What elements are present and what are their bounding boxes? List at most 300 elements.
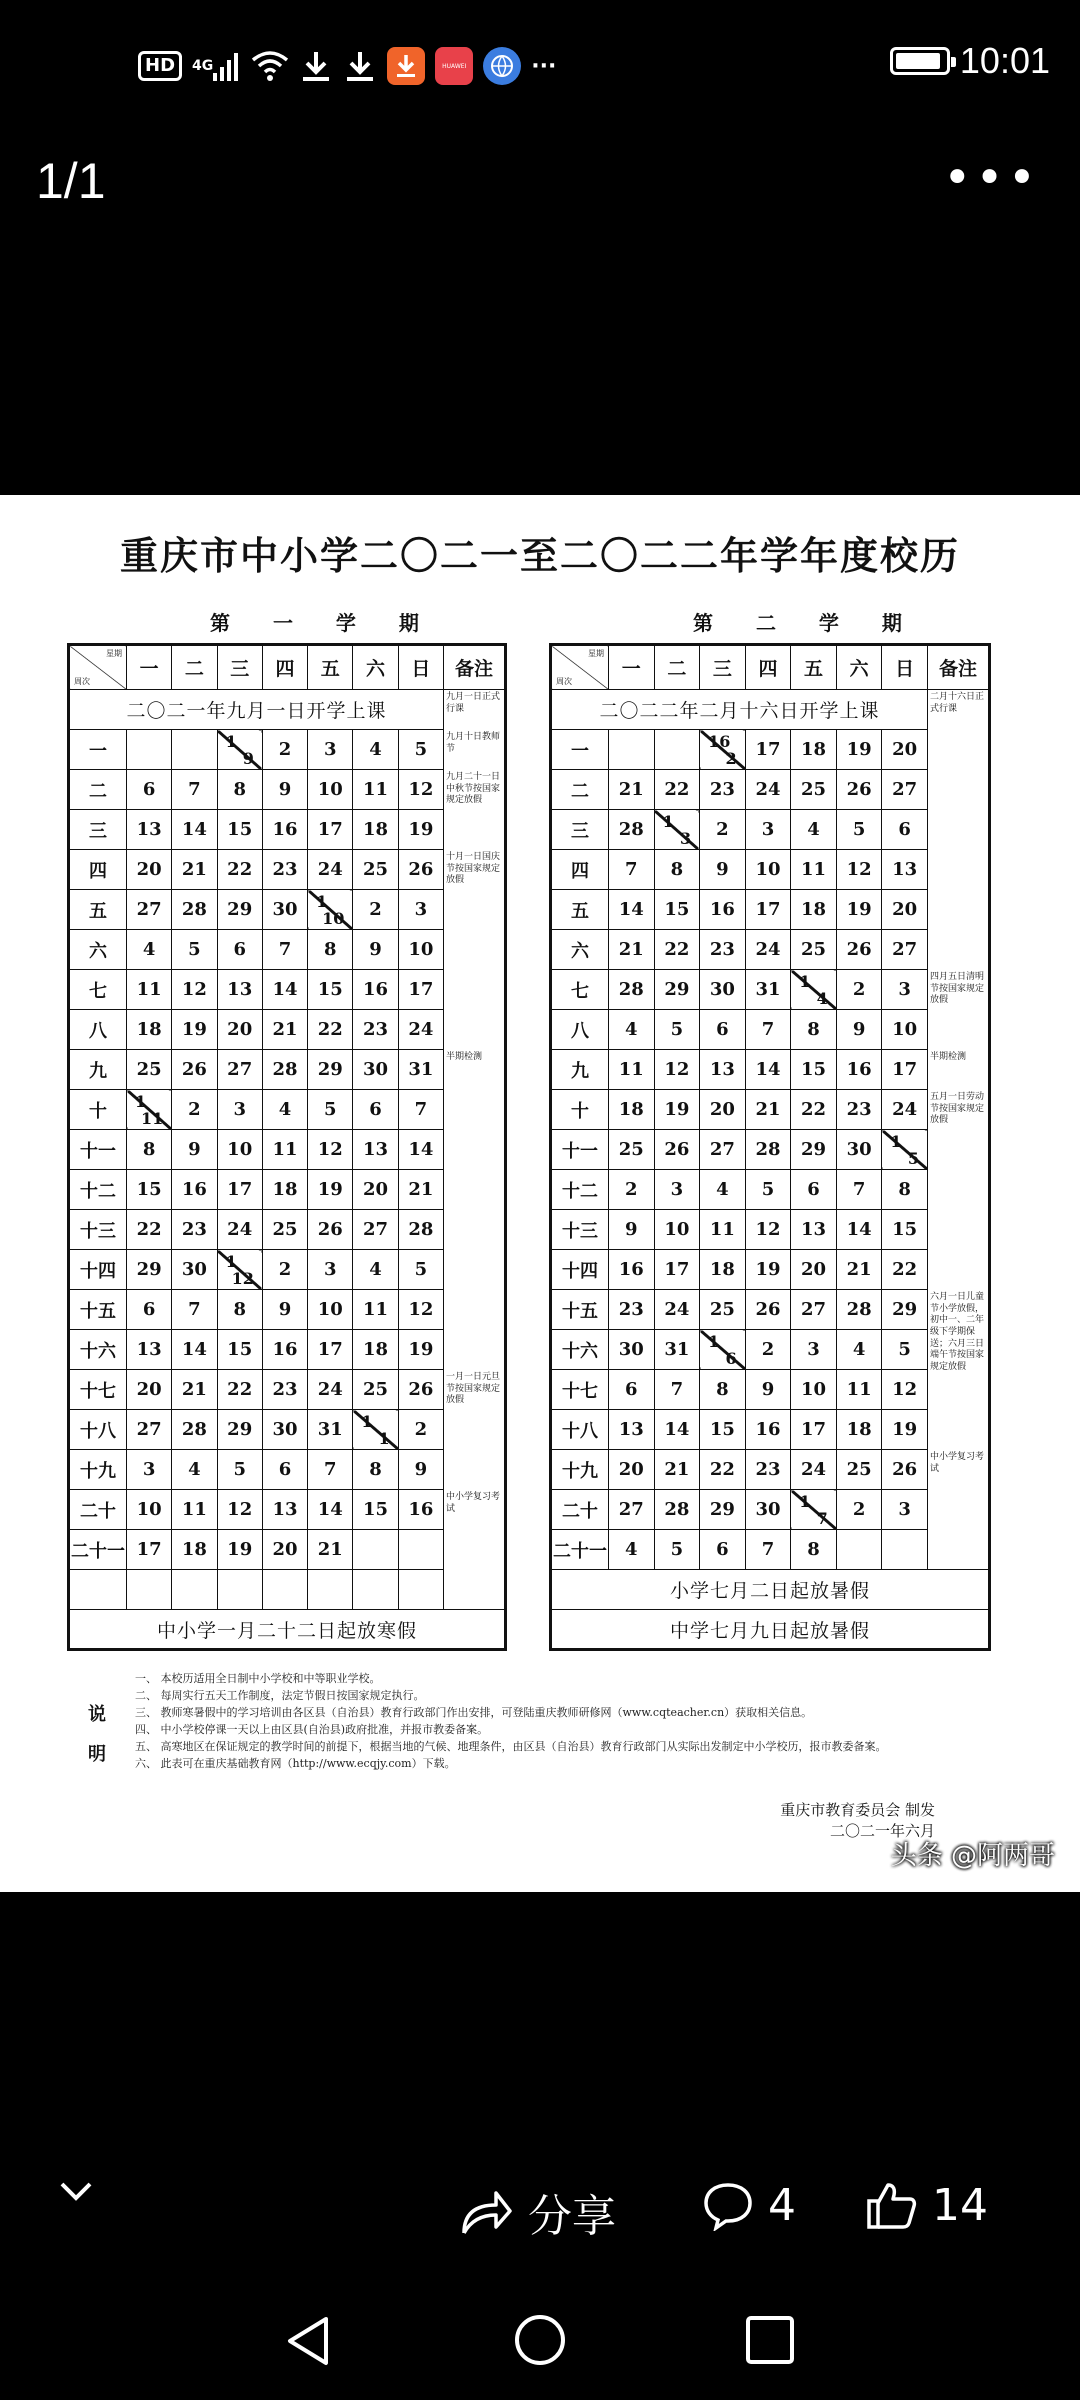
date-cell: 3: [308, 730, 353, 770]
date-cell: 19: [654, 1090, 700, 1130]
comment-icon: [702, 2181, 754, 2231]
date-cell: 5: [745, 1170, 791, 1210]
explain-label-1: 说: [88, 1704, 106, 1725]
date-cell: 2: [700, 810, 746, 850]
huawei-app-label: HUAWEI: [442, 62, 467, 70]
date-cell: 24: [398, 1010, 443, 1050]
date-cell: 17: [308, 1330, 353, 1370]
date-cell: 16: [172, 1170, 217, 1210]
note-text: 中小学复习考试: [930, 1452, 985, 1474]
weekday-header: 二: [172, 645, 217, 690]
date-cell: 13: [882, 850, 928, 890]
date-cell: 4: [609, 1010, 655, 1050]
week-number: 十五: [69, 1290, 127, 1330]
share-icon: [460, 2187, 514, 2237]
collapse-button[interactable]: [56, 2176, 96, 2210]
weekday-header: 六: [836, 645, 882, 690]
date-cell: 22: [791, 1090, 837, 1130]
date-cell: 11: [353, 1290, 398, 1330]
date-cell: 28: [836, 1290, 882, 1330]
weekday-header: 二: [654, 645, 700, 690]
note-header: 备注: [928, 645, 990, 690]
notes-column: [444, 690, 506, 1610]
date-cell: 14: [172, 1330, 217, 1370]
date-cell: 6: [127, 1290, 172, 1330]
date-cell: 10: [882, 1010, 928, 1050]
date-cell: 24: [654, 1290, 700, 1330]
date-cell: 23: [172, 1210, 217, 1250]
week-number: 二十: [551, 1490, 609, 1530]
date-cell: 4: [353, 1250, 398, 1290]
weekday-header: 四: [262, 645, 307, 690]
date-cell: 21: [398, 1170, 443, 1210]
end-banner: 小学七月二日起放暑假: [551, 1570, 990, 1610]
date-cell: 28: [262, 1050, 307, 1090]
date-cell: 5: [882, 1330, 928, 1370]
date-cell: 23: [745, 1450, 791, 1490]
week-number: 十九: [551, 1450, 609, 1490]
note-text: 六月一日儿童节小学放假，初中一、二年级下学期保送；六月三日端午节按国家规定放假: [930, 1292, 985, 1373]
date-cell: 17: [127, 1530, 172, 1570]
download-icon: [299, 49, 333, 83]
calendar-image[interactable]: [0, 495, 1080, 1892]
week-row: [69, 1450, 506, 1490]
date-cell: 14: [172, 810, 217, 850]
date-cell: 31: [308, 1410, 353, 1450]
week-row: [69, 1050, 506, 1090]
date-cell: 3: [882, 1490, 928, 1530]
status-icons-left: [138, 44, 556, 88]
date-cell: 15: [791, 1050, 837, 1090]
date-cell: 24: [882, 1090, 928, 1130]
week-number: [69, 1570, 127, 1610]
explain-line: 四、 中小学校停课一天以上由区县(自治县)政府批准，并报市教委备案。: [135, 1723, 489, 1737]
date-cell: 29: [217, 1410, 262, 1450]
date-cell: 15: [127, 1170, 172, 1210]
week-number: 二: [69, 770, 127, 810]
date-cell: 5: [398, 730, 443, 770]
date-cell: 9: [836, 1010, 882, 1050]
date-cell: 27: [353, 1210, 398, 1250]
date-cell: 6: [353, 1090, 398, 1130]
date-cell: 8: [353, 1450, 398, 1490]
week-row: [69, 1170, 506, 1210]
week-number: 八: [69, 1010, 127, 1050]
date-cell: 9: [609, 1210, 655, 1250]
weekday-header: 一: [609, 645, 655, 690]
date-cell: 24: [308, 850, 353, 890]
date-cell: 10: [398, 930, 443, 970]
date-cell: 23: [353, 1010, 398, 1050]
date-cell: 12: [745, 1210, 791, 1250]
clock: 10:01: [959, 40, 1050, 81]
week-row: [551, 1250, 990, 1290]
huawei-app-icon: [435, 47, 473, 85]
date-cell: 26: [172, 1050, 217, 1090]
week-number: 十一: [69, 1130, 127, 1170]
date-cell: 29: [882, 1290, 928, 1330]
date-cell: 12: [836, 850, 882, 890]
date-cell: 13: [127, 1330, 172, 1370]
issuer: 重庆市教育委员会 制发: [780, 1801, 935, 1819]
date-cell: 6: [791, 1170, 837, 1210]
like-button[interactable]: [866, 2180, 988, 2231]
date-cell: 9: [745, 1370, 791, 1410]
term2-calendar-table: [549, 643, 991, 1651]
date-cell: 6: [700, 1530, 746, 1570]
date-cell: 17: [654, 1250, 700, 1290]
week-row: [69, 1250, 506, 1290]
note-text: 半期检测: [446, 1052, 483, 1062]
date-cell: 30: [353, 1050, 398, 1090]
week-row: [69, 970, 506, 1010]
date-cell: 2: [836, 1490, 882, 1530]
week-number: 一: [69, 730, 127, 770]
date-cell: 9: [172, 1130, 217, 1170]
date-cell: [127, 1570, 172, 1610]
date-cell: 1 6: [700, 1330, 746, 1370]
date-cell: 10: [654, 1210, 700, 1250]
date-cell: 6: [127, 770, 172, 810]
date-cell: 7: [654, 1370, 700, 1410]
week-number: 十六: [69, 1330, 127, 1370]
week-number: 十八: [69, 1410, 127, 1450]
corner-cell: 星期 周次: [551, 645, 609, 690]
week-row: [69, 1090, 506, 1130]
date-cell: 11: [353, 770, 398, 810]
date-cell: 1 11: [127, 1090, 172, 1130]
week-number: 二十一: [69, 1530, 127, 1570]
date-cell: 5: [654, 1530, 700, 1570]
date-cell: 14: [609, 890, 655, 930]
date-cell: 18: [353, 1330, 398, 1370]
date-cell: 18: [700, 1250, 746, 1290]
date-cell: 26: [745, 1290, 791, 1330]
date-cell: 12: [654, 1050, 700, 1090]
date-cell: 12: [217, 1490, 262, 1530]
week-number: 十二: [551, 1170, 609, 1210]
date-cell: 20: [791, 1250, 837, 1290]
date-cell: 29: [654, 970, 700, 1010]
browser-app-icon: [483, 47, 521, 85]
document-title: 重庆市中小学二〇二一至二〇二二年学年度校历: [119, 533, 960, 578]
date-cell: 21: [308, 1530, 353, 1570]
share-button[interactable]: [460, 2180, 616, 2244]
date-cell: 8: [882, 1170, 928, 1210]
date-cell: 17: [308, 810, 353, 850]
week-row: [551, 1010, 990, 1050]
date-cell: 7: [172, 1290, 217, 1330]
date-cell: 7: [836, 1170, 882, 1210]
week-number: 十三: [551, 1210, 609, 1250]
note-text: 四月五日清明节按国家规定放假: [930, 972, 985, 1006]
date-cell: 11: [836, 1370, 882, 1410]
date-cell: 26: [882, 1450, 928, 1490]
week-number: 二十一: [551, 1530, 609, 1570]
date-cell: 26: [308, 1210, 353, 1250]
date-cell: 1 7: [791, 1490, 837, 1530]
date-cell: 3: [791, 1330, 837, 1370]
date-cell: 14: [308, 1490, 353, 1530]
date-cell: 16: [745, 1410, 791, 1450]
date-cell: 21: [745, 1090, 791, 1130]
date-cell: 18: [836, 1410, 882, 1450]
date-cell: [172, 730, 217, 770]
weekday-header: 四: [745, 645, 791, 690]
date-cell: 17: [791, 1410, 837, 1450]
date-cell: 9: [353, 930, 398, 970]
date-cell: 29: [308, 1050, 353, 1090]
date-cell: 12: [398, 770, 443, 810]
date-cell: 3: [398, 890, 443, 930]
date-cell: 25: [353, 850, 398, 890]
date-cell: 23: [609, 1290, 655, 1330]
date-cell: 8: [700, 1370, 746, 1410]
date-cell: 13: [700, 1050, 746, 1090]
date-cell: 20: [353, 1170, 398, 1210]
date-cell: 25: [791, 930, 837, 970]
week-number: 十九: [69, 1450, 127, 1490]
week-row: [551, 1090, 990, 1130]
date-cell: [398, 1530, 443, 1570]
recents-icon[interactable]: [744, 2314, 796, 2366]
date-cell: 30: [700, 970, 746, 1010]
date-cell: 25: [791, 770, 837, 810]
note-text: 一月一日元旦节按国家规定放假: [446, 1372, 501, 1406]
date-cell: 4: [353, 730, 398, 770]
date-cell: 3: [882, 970, 928, 1010]
weekday-header: 三: [700, 645, 746, 690]
back-icon[interactable]: [282, 2313, 336, 2369]
date-cell: 7: [308, 1450, 353, 1490]
date-cell: 15: [217, 1330, 262, 1370]
week-number: 十一: [551, 1130, 609, 1170]
date-cell: [398, 1570, 443, 1610]
date-cell: 22: [127, 1210, 172, 1250]
week-row: [69, 770, 506, 810]
date-cell: 30: [745, 1490, 791, 1530]
date-cell: 22: [217, 850, 262, 890]
date-cell: 15: [217, 810, 262, 850]
date-cell: 1 9: [217, 730, 262, 770]
date-cell: 5: [217, 1450, 262, 1490]
date-cell: 27: [609, 1490, 655, 1530]
date-cell: 7: [745, 1530, 791, 1570]
date-cell: 14: [745, 1050, 791, 1090]
date-cell: 13: [262, 1490, 307, 1530]
date-cell: 7: [172, 770, 217, 810]
date-cell: 10: [217, 1130, 262, 1170]
date-cell: 2: [609, 1170, 655, 1210]
date-cell: 12: [308, 1130, 353, 1170]
week-number: 六: [69, 930, 127, 970]
date-cell: 3: [654, 1170, 700, 1210]
week-row: [551, 1410, 990, 1450]
date-cell: 18: [127, 1010, 172, 1050]
week-row: [69, 1410, 506, 1450]
week-row: [551, 890, 990, 930]
more-options-icon[interactable]: •••: [943, 150, 1040, 206]
date-cell: 10: [308, 1290, 353, 1330]
date-cell: 16: [609, 1250, 655, 1290]
date-cell: 7: [609, 850, 655, 890]
date-cell: 21: [262, 1010, 307, 1050]
date-cell: 11: [791, 850, 837, 890]
week-number: 二: [551, 770, 609, 810]
battery-icon: [890, 47, 950, 75]
comment-button[interactable]: [702, 2180, 796, 2231]
explain-line: 一、 本校历适用全日制中小学校和中等职业学校。: [135, 1672, 381, 1685]
date-cell: 6: [609, 1370, 655, 1410]
date-cell: 18: [609, 1090, 655, 1130]
date-cell: 13: [353, 1130, 398, 1170]
date-cell: 2: [172, 1090, 217, 1130]
date-cell: 18: [262, 1170, 307, 1210]
date-cell: 5: [654, 1010, 700, 1050]
date-cell: 8: [654, 850, 700, 890]
date-cell: 20: [882, 890, 928, 930]
date-cell: 21: [609, 930, 655, 970]
note-text: 五月一日劳动节按国家规定放假: [930, 1092, 985, 1126]
date-cell: 1 3: [654, 810, 700, 850]
note-text: 九月十日教师节: [446, 732, 501, 754]
week-row: [551, 1450, 990, 1490]
hd-indicator: HD: [138, 51, 182, 81]
date-cell: 6: [217, 930, 262, 970]
status-bar: [0, 0, 1080, 130]
date-cell: 16: [262, 1330, 307, 1370]
date-cell: 17: [882, 1050, 928, 1090]
note-text: 十月一日国庆节按国家规定放假: [446, 852, 501, 886]
week-row: [69, 730, 506, 770]
week-row: [551, 970, 990, 1010]
date-cell: 30: [836, 1130, 882, 1170]
date-cell: 28: [745, 1130, 791, 1170]
date-cell: 12: [398, 1290, 443, 1330]
date-cell: 30: [262, 1410, 307, 1450]
date-cell: 13: [609, 1410, 655, 1450]
date-cell: 20: [127, 1370, 172, 1410]
date-cell: 4: [262, 1090, 307, 1130]
date-cell: 27: [882, 930, 928, 970]
date-cell: 29: [700, 1490, 746, 1530]
week-number: 十五: [551, 1290, 609, 1330]
week-row: [551, 1050, 990, 1090]
date-cell: 6: [700, 1010, 746, 1050]
date-cell: 8: [791, 1530, 837, 1570]
date-cell: 20: [127, 850, 172, 890]
week-number: 四: [551, 850, 609, 890]
week-row: [69, 890, 506, 930]
date-cell: 27: [882, 770, 928, 810]
week-row: [69, 1330, 506, 1370]
date-cell: 2: [745, 1330, 791, 1370]
end-banner: 中学七月九日起放暑假: [551, 1610, 990, 1650]
date-cell: 11: [127, 970, 172, 1010]
week-row: [69, 1130, 506, 1170]
date-cell: 12: [172, 970, 217, 1010]
week-row: [551, 810, 990, 850]
explain-line: 六、 此表可在重庆基础教育网（http://www.ecqjy.com）下载。: [135, 1757, 456, 1771]
week-number: 十六: [551, 1330, 609, 1370]
week-number: 十七: [551, 1370, 609, 1410]
date-cell: 21: [654, 1450, 700, 1490]
date-cell: 13: [127, 810, 172, 850]
date-cell: 23: [700, 930, 746, 970]
date-cell: 29: [791, 1130, 837, 1170]
date-cell: 25: [262, 1210, 307, 1250]
date-cell: 26: [836, 770, 882, 810]
date-cell: 3: [745, 810, 791, 850]
home-icon[interactable]: [512, 2312, 568, 2368]
date-cell: 3: [308, 1250, 353, 1290]
comment-count: 4: [768, 2180, 796, 2231]
date-cell: 4: [700, 1170, 746, 1210]
date-cell: 12: [882, 1370, 928, 1410]
date-cell: 26: [398, 1370, 443, 1410]
date-cell: 25: [836, 1450, 882, 1490]
date-cell: 8: [127, 1130, 172, 1170]
weekday-header: 六: [353, 645, 398, 690]
week-row: [69, 1370, 506, 1410]
date-cell: 13: [791, 1210, 837, 1250]
date-cell: 17: [398, 970, 443, 1010]
note-text: 九月一日正式行课: [446, 692, 501, 714]
date-cell: 5: [836, 810, 882, 850]
date-cell: 13: [217, 970, 262, 1010]
date-cell: [262, 1570, 307, 1610]
date-cell: 22: [654, 930, 700, 970]
date-cell: 3: [127, 1450, 172, 1490]
date-cell: 24: [791, 1450, 837, 1490]
date-cell: 20: [217, 1010, 262, 1050]
week-number: 九: [69, 1050, 127, 1090]
date-cell: 27: [217, 1050, 262, 1090]
date-cell: 31: [398, 1050, 443, 1090]
date-cell: 4: [836, 1330, 882, 1370]
week-number: 九: [551, 1050, 609, 1090]
end-banner: 中小学一月二十二日起放寒假: [69, 1610, 506, 1650]
start-banner: 二〇二二年二月十六日开学上课: [551, 690, 928, 730]
date-cell: 30: [172, 1250, 217, 1290]
week-row: [69, 1290, 506, 1330]
date-cell: 4: [172, 1450, 217, 1490]
week-number: 三: [69, 810, 127, 850]
week-number: 八: [551, 1010, 609, 1050]
corner-cell: 星期 周次: [69, 645, 127, 690]
date-cell: 29: [127, 1250, 172, 1290]
date-cell: 31: [654, 1330, 700, 1370]
week-row: [551, 770, 990, 810]
week-row: [551, 1370, 990, 1410]
date-cell: 2: [353, 890, 398, 930]
week-row: [69, 1490, 506, 1530]
date-cell: 9: [262, 1290, 307, 1330]
date-cell: 23: [262, 850, 307, 890]
date-cell: 21: [609, 770, 655, 810]
explain-label: [88, 1695, 106, 1774]
date-cell: 15: [353, 1490, 398, 1530]
date-cell: 21: [172, 850, 217, 890]
date-cell: 24: [217, 1210, 262, 1250]
week-row: [69, 1010, 506, 1050]
date-cell: 4: [127, 930, 172, 970]
date-cell: 23: [836, 1090, 882, 1130]
date-cell: 14: [262, 970, 307, 1010]
date-cell: 19: [398, 810, 443, 850]
date-cell: 22: [654, 770, 700, 810]
date-cell: 19: [836, 890, 882, 930]
